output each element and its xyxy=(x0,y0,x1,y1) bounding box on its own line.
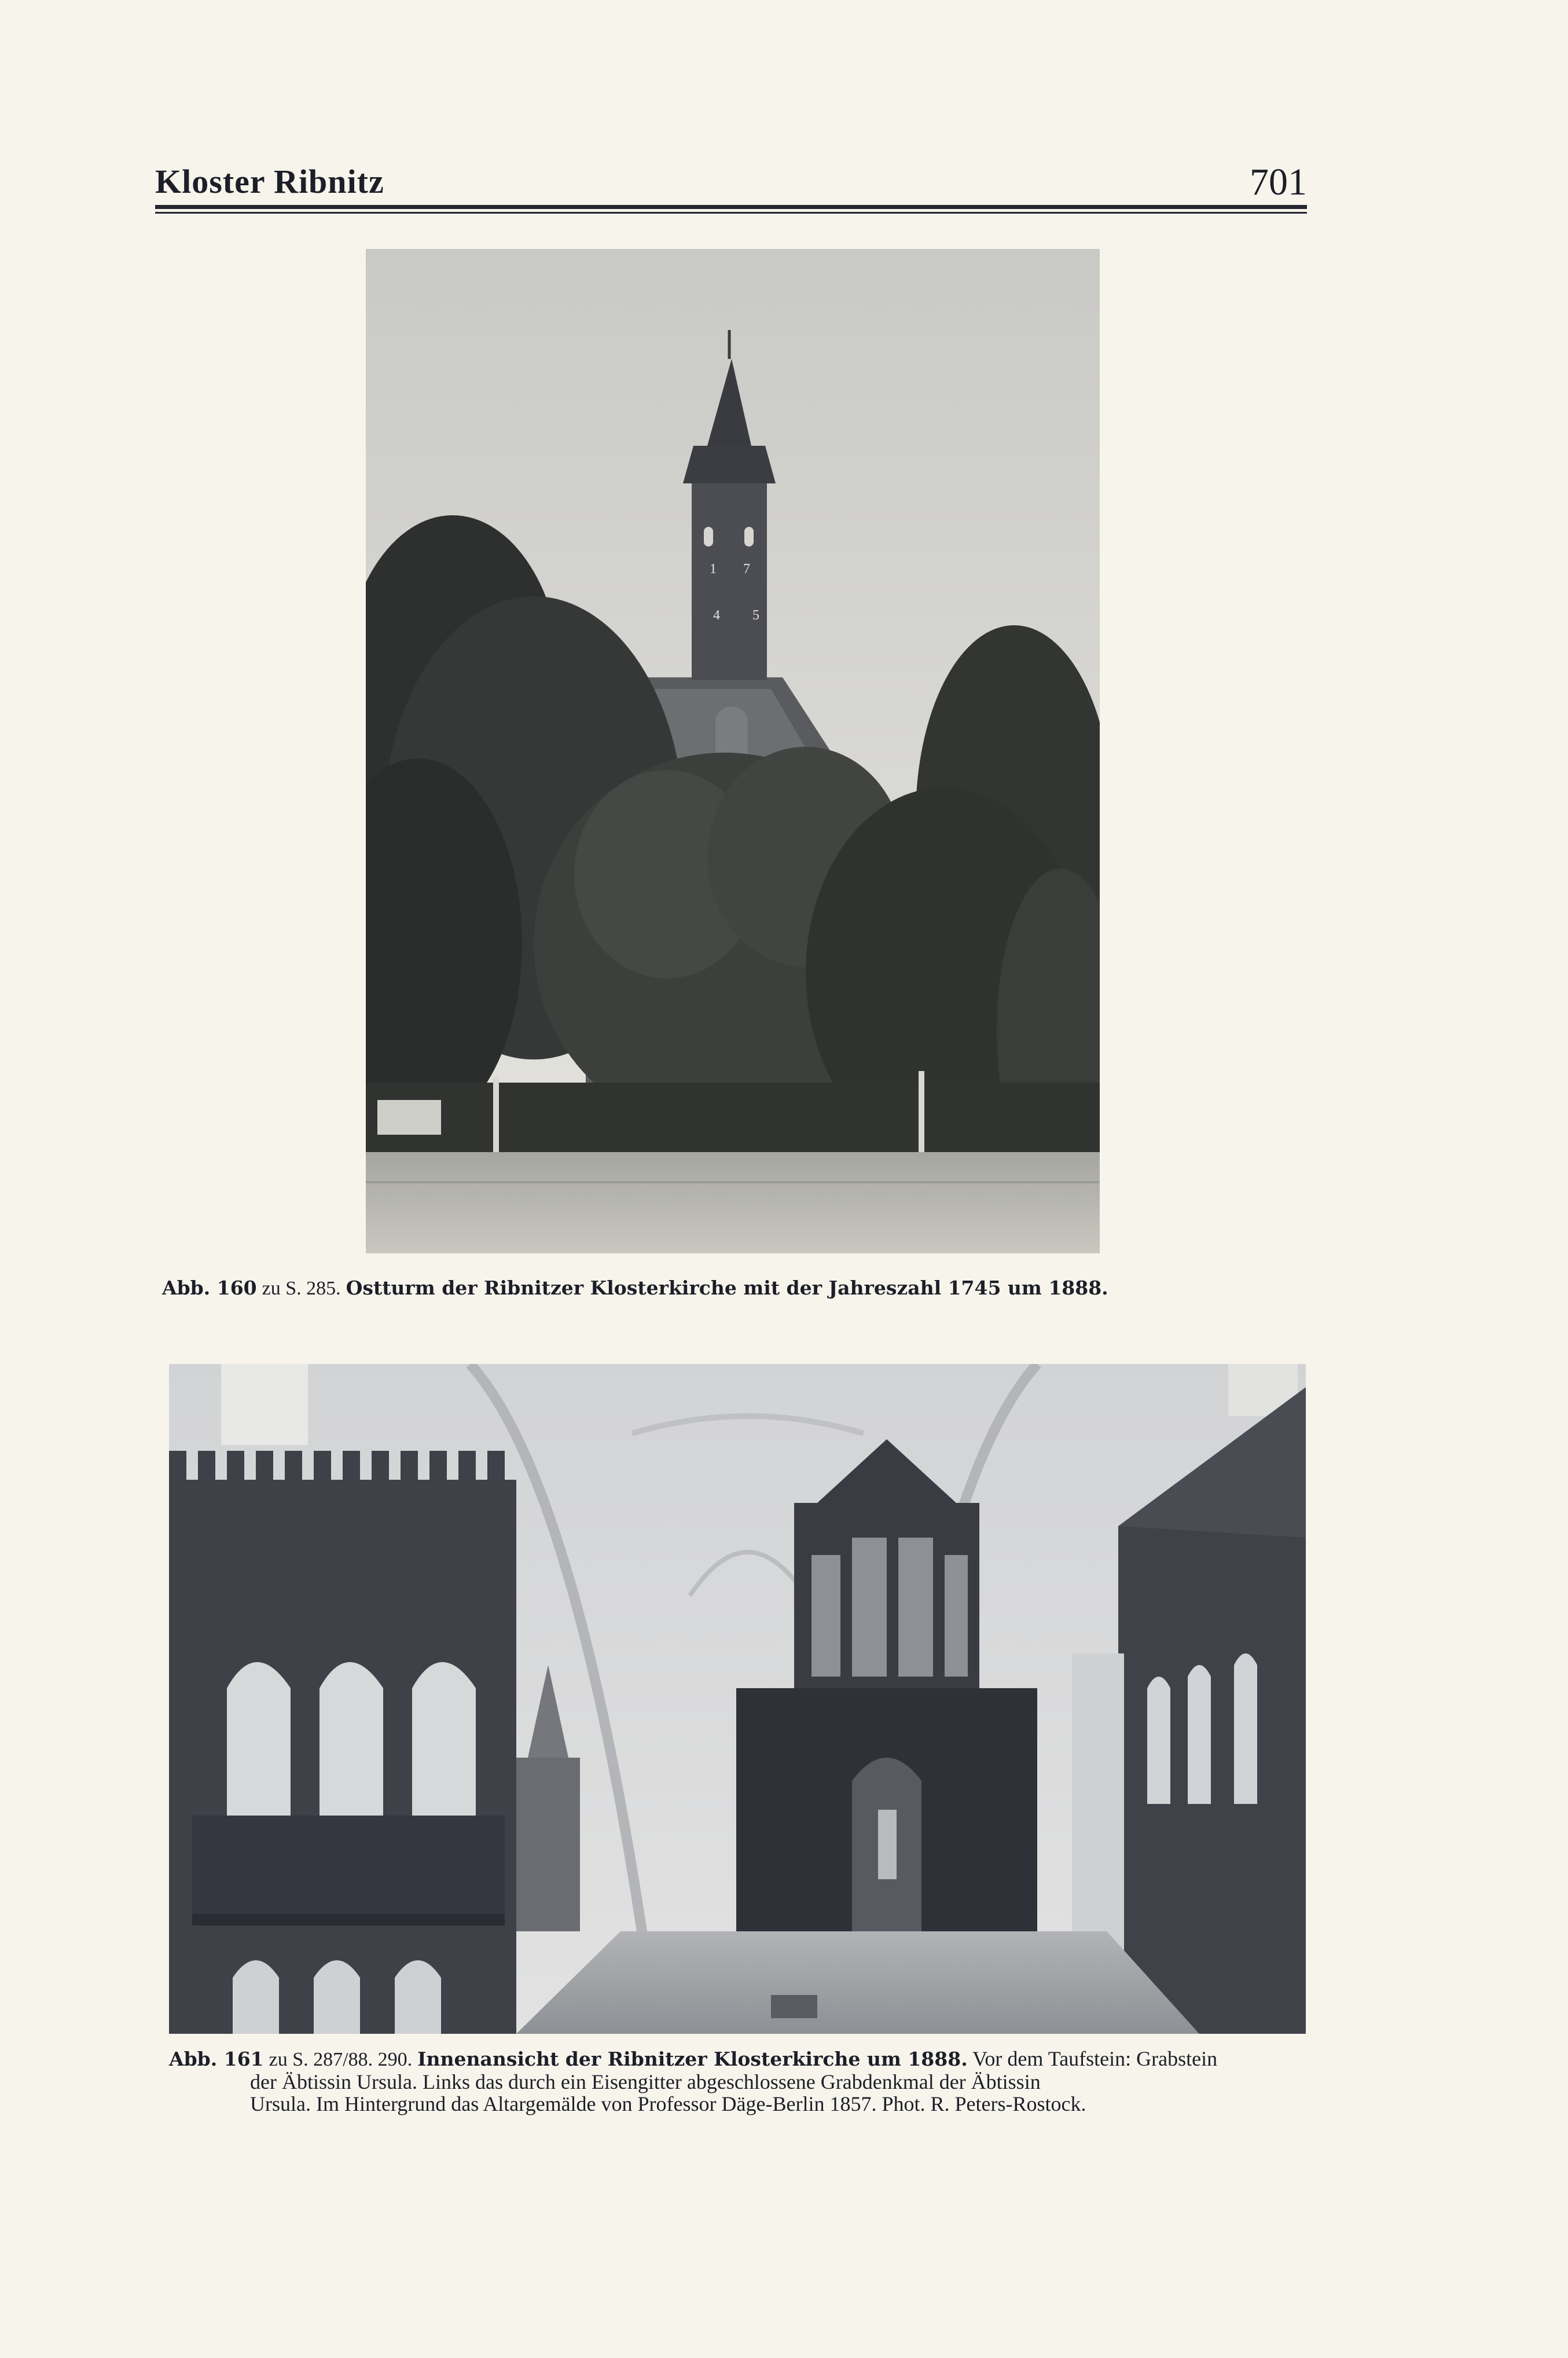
photo-church-interior xyxy=(169,1364,1306,2034)
running-header xyxy=(155,159,1307,206)
figure-161-text-line-2: der Äbtissin Ursula. Links das durch ein Eisengitter abgeschlossene Grabdenkmal der Äbtissin xyxy=(250,2070,1041,2093)
photo-east-tower xyxy=(366,249,1100,1253)
church-interior-photo-graphic xyxy=(169,1364,1306,2034)
figure-160-label: Abb. 160 xyxy=(162,1277,257,1299)
figure-161-text-line-3: Ursula. Im Hintergrund das Altargemälde von Professor Däge-Berlin 1857. Phot. R. Peters-Rostock. xyxy=(250,2092,1086,2115)
header-rule-thin xyxy=(155,212,1307,214)
header-rule-thick xyxy=(155,205,1307,209)
figure-161-caption-line-1 xyxy=(169,2048,1315,2071)
running-title: Kloster Ribnitz xyxy=(155,163,384,200)
caption-figure-161 xyxy=(169,2048,1315,2115)
east-tower-photo-graphic xyxy=(366,249,1100,1253)
figure-160-reference: zu S. 285. xyxy=(262,1278,341,1299)
tower-digit-7: 7 xyxy=(743,562,750,577)
caption-figure-160 xyxy=(162,1277,1262,1300)
page-number: 701 xyxy=(1250,161,1307,203)
figure-161-reference: zu S. 287/88. 290. xyxy=(269,2049,413,2070)
figure-161-title: Innenansicht der Ribnitzer Klosterkirche um 1888. xyxy=(417,2048,968,2070)
tower-digit-1: 1 xyxy=(710,562,717,577)
figure-161-text-line-1: Vor dem Taufstein: Grabstein xyxy=(972,2047,1218,2070)
tower-digit-5: 5 xyxy=(752,608,759,623)
figure-160-title: Ostturm der Ribnitzer Klosterkirche mit der Jahreszahl 1745 um 1888. xyxy=(346,1277,1108,1299)
tower-digit-4: 4 xyxy=(713,608,720,623)
figure-161-label: Abb. 161 xyxy=(169,2048,264,2070)
